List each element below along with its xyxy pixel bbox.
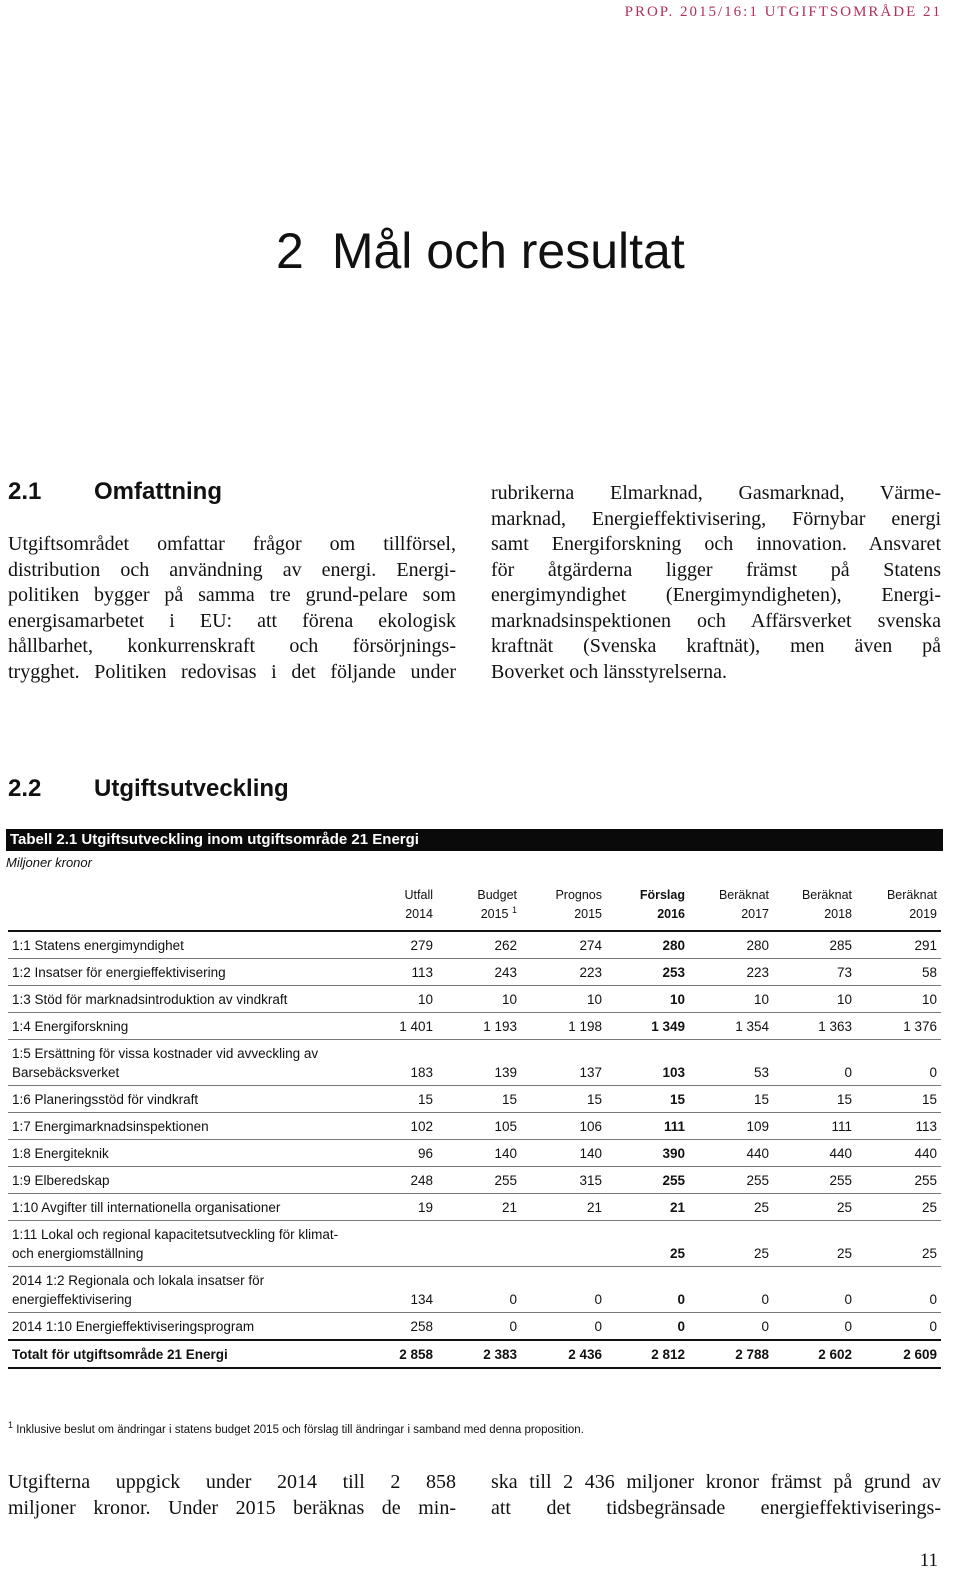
row-label: 1:4 Energiforskning <box>12 1019 129 1034</box>
table-row <box>8 959 941 986</box>
text-line: hållbarhet, konkurrenskraft och försörjnings- <box>8 635 456 657</box>
value-cell: 10 <box>669 992 685 1007</box>
value-cell: 109 <box>746 1119 769 1134</box>
value-cell: 25 <box>921 1246 937 1261</box>
text-line: energimyndighet (Energimyndigheten), Energi- <box>491 584 941 606</box>
value-cell: 253 <box>662 965 685 980</box>
value-cell <box>437 1221 521 1267</box>
text-line: kraftnät (Svenska kraftnät), men även på <box>491 635 941 657</box>
value-cell: 15 <box>417 1092 433 1107</box>
value-cell: 113 <box>411 965 433 980</box>
table-total-row <box>8 1340 941 1368</box>
value-cell: 53 <box>753 1065 769 1080</box>
column-header: Beräknat 2018 <box>801 888 852 921</box>
text-line: trygghet. Politiken redovisas i det följande under <box>8 660 456 683</box>
value-cell: 223 <box>746 965 769 980</box>
value-cell: 15 <box>669 1092 685 1107</box>
chapter-title <box>276 222 685 280</box>
table-row <box>8 1040 941 1086</box>
table-footnote <box>8 1420 584 1436</box>
value-cell: 280 <box>662 938 685 953</box>
table-row <box>8 931 941 959</box>
value-cell: 106 <box>579 1119 602 1134</box>
column-header: Förslag 2016 <box>639 888 685 921</box>
value-cell: 10 <box>586 992 602 1007</box>
table-row <box>8 1194 941 1221</box>
value-cell: 390 <box>662 1146 685 1161</box>
value-cell: 255 <box>829 1173 852 1188</box>
text-line: Utgifterna uppgick under 2014 till 2 858 <box>8 1471 456 1493</box>
column-header: Beräknat 2019 <box>886 888 937 921</box>
value-cell: 102 <box>410 1119 433 1134</box>
value-cell: 58 <box>921 965 937 980</box>
value-cell: 1 349 <box>651 1019 685 1034</box>
value-cell: 73 <box>836 965 852 980</box>
row-label: Totalt för utgiftsområde 21 Energi <box>12 1347 228 1362</box>
value-cell: 0 <box>761 1319 769 1334</box>
column-header: Utfall 2014 <box>404 888 433 921</box>
value-cell: 1 376 <box>903 1019 937 1034</box>
value-cell: 140 <box>579 1146 602 1161</box>
value-cell: 10 <box>417 992 433 1007</box>
footnote-text: Inklusive beslut om ändringar i statens budget 2015 och förslag till ändringar i samband med denna proposition. <box>16 1424 584 1436</box>
value-cell: 0 <box>844 1319 852 1334</box>
footnote-marker: 1 <box>511 904 517 915</box>
table-row <box>8 1086 941 1113</box>
value-cell: 0 <box>929 1319 937 1334</box>
running-head: PROP. 2015/16:1 UTGIFTSOMRÅDE 21 <box>624 4 942 20</box>
text-line: att det tidsbegränsade energieffektiviserings- <box>491 1496 941 1519</box>
value-cell: 1 198 <box>568 1019 602 1034</box>
value-cell: 0 <box>929 1292 937 1307</box>
column-header: Prognos 2015 <box>555 888 602 921</box>
value-cell: 255 <box>746 1173 769 1188</box>
value-cell: 111 <box>663 1119 685 1134</box>
row-label: 1:3 Stöd för marknadsintroduktion av vindkraft <box>12 992 288 1007</box>
table-row <box>8 1267 941 1313</box>
value-cell: 15 <box>501 1092 517 1107</box>
section-number: 2.1 <box>8 478 42 505</box>
value-cell: 113 <box>915 1119 937 1134</box>
text-line: för åtgärderna ligger främst på Statens <box>491 558 941 581</box>
value-cell: 440 <box>914 1146 937 1161</box>
value-cell: 0 <box>677 1319 685 1334</box>
body-paragraph-right <box>491 481 941 685</box>
value-cell: 0 <box>929 1065 937 1080</box>
bottom-paragraph-right <box>491 1470 941 1521</box>
text-line: marknad, Energieffektivisering, Förnybar energi <box>491 507 941 530</box>
row-label: 1:10 Avgifter till internationella organisationer <box>12 1200 281 1215</box>
section-number: 2.2 <box>8 775 42 802</box>
table-caption: Tabell 2.1 Utgiftsutveckling inom utgiftsområde 21 Energi <box>6 829 943 851</box>
row-label: 1:6 Planeringsstöd för vindkraft <box>12 1092 199 1107</box>
value-cell: 223 <box>579 965 602 980</box>
value-cell: 0 <box>509 1319 517 1334</box>
text-line: distribution och användning av energi. Energi- <box>8 558 456 581</box>
value-cell: 0 <box>761 1292 769 1307</box>
header-label-cell <box>8 886 354 931</box>
value-cell: 134 <box>410 1292 433 1307</box>
value-cell: 25 <box>921 1200 937 1215</box>
row-label: 1:8 Energiteknik <box>12 1146 109 1161</box>
value-cell: 103 <box>662 1065 685 1080</box>
text-line: miljoner kronor. Under 2015 beräknas de min- <box>8 1496 456 1519</box>
table-header-row <box>8 886 941 931</box>
section-title: Omfattning <box>94 478 222 505</box>
value-cell: 0 <box>844 1065 852 1080</box>
value-cell <box>354 1221 437 1267</box>
value-cell: 0 <box>594 1319 602 1334</box>
value-cell: 2 609 <box>903 1347 937 1362</box>
text-line: energisamarbetet i EU: att förena ekologisk <box>8 609 456 632</box>
footnote-marker: 1 <box>8 1420 14 1431</box>
table-unit: Miljoner kronor <box>6 855 92 870</box>
value-cell: 25 <box>669 1246 685 1261</box>
value-cell: 96 <box>417 1146 433 1161</box>
value-cell: 0 <box>677 1292 685 1307</box>
value-cell: 10 <box>836 992 852 1007</box>
value-cell: 1 401 <box>399 1019 433 1034</box>
value-cell: 105 <box>494 1119 517 1134</box>
row-label: 1:5 Ersättning för vissa kostnader vid avveckling av Barsebäcksverket <box>12 1046 319 1080</box>
text-line: samt Energiforskning och innovation. Ansvaret <box>491 533 941 555</box>
value-cell: 255 <box>662 1173 685 1188</box>
value-cell: 0 <box>844 1292 852 1307</box>
row-label: 1:7 Energimarknadsinspektionen <box>12 1119 209 1134</box>
value-cell: 255 <box>914 1173 937 1188</box>
value-cell: 137 <box>579 1065 602 1080</box>
value-cell: 140 <box>494 1146 517 1161</box>
column-header: Beräknat 2017 <box>718 888 769 921</box>
value-cell: 440 <box>746 1146 769 1161</box>
value-cell: 10 <box>501 992 517 1007</box>
value-cell: 243 <box>494 965 517 980</box>
value-cell: 19 <box>417 1200 433 1215</box>
value-cell: 280 <box>746 938 769 953</box>
value-cell: 139 <box>494 1065 517 1080</box>
table-row <box>8 1167 941 1194</box>
value-cell: 25 <box>836 1246 852 1261</box>
value-cell: 25 <box>836 1200 852 1215</box>
row-label: 2014 1:2 Regionala och lokala insatser för energieffektivisering <box>12 1273 265 1307</box>
row-label: 2014 1:10 Energieffektiviseringsprogram <box>12 1319 255 1334</box>
value-cell: 0 <box>509 1292 517 1307</box>
value-cell: 2 812 <box>651 1347 685 1362</box>
table-body <box>8 931 941 1368</box>
table-row <box>8 1221 941 1267</box>
value-cell: 315 <box>579 1173 602 1188</box>
value-cell: 21 <box>586 1200 602 1215</box>
section-heading-utgiftsutveckling <box>8 775 289 803</box>
text-line: ska till 2 436 miljoner kronor främst på grund av <box>491 1471 941 1493</box>
table-row <box>8 986 941 1013</box>
value-cell: 111 <box>831 1119 852 1134</box>
value-cell: 255 <box>494 1173 517 1188</box>
section-heading-omfattning <box>8 478 222 506</box>
value-cell: 262 <box>494 938 517 953</box>
text-line: rubrikerna Elmarknad, Gasmarknad, Värme- <box>491 482 941 504</box>
value-cell: 285 <box>829 938 852 953</box>
text-line: marknadsinspektionen och Affärsverket svenska <box>491 609 941 632</box>
value-cell: 15 <box>586 1092 602 1107</box>
value-cell: 25 <box>753 1246 769 1261</box>
value-cell: 15 <box>753 1092 769 1107</box>
value-cell: 10 <box>921 992 937 1007</box>
page-number: 11 <box>919 1550 938 1571</box>
chapter-title-text: Mål och resultat <box>331 223 685 279</box>
value-cell: 440 <box>829 1146 852 1161</box>
chapter-number: 2 <box>276 223 304 279</box>
value-cell: 2 436 <box>568 1347 602 1362</box>
bottom-paragraph-left <box>8 1470 456 1521</box>
value-cell: 10 <box>753 992 769 1007</box>
value-cell: 2 788 <box>735 1347 769 1362</box>
value-cell: 2 602 <box>818 1347 852 1362</box>
row-label: 1:11 Lokal och regional kapacitetsutveckling för klimat- och energiomställning <box>12 1227 339 1261</box>
table-row <box>8 1313 941 1341</box>
row-label: 1:2 Insatser för energieffektivisering <box>12 965 226 980</box>
value-cell: 21 <box>501 1200 517 1215</box>
value-cell: 248 <box>410 1173 433 1188</box>
text-line: politiken bygger på samma tre grund-pelare som <box>8 584 456 606</box>
value-cell: 291 <box>914 938 937 953</box>
text-line: Boverket och länsstyrelserna. <box>491 660 728 683</box>
value-cell: 1 193 <box>483 1019 517 1034</box>
value-cell: 274 <box>579 938 602 953</box>
text-line: Utgiftsområdet omfattar frågor om tillförsel, <box>8 533 456 555</box>
value-cell: 21 <box>669 1200 685 1215</box>
value-cell: 1 354 <box>735 1019 769 1034</box>
value-cell: 25 <box>753 1200 769 1215</box>
table-row <box>8 1013 941 1040</box>
body-paragraph-left <box>8 532 456 685</box>
row-label: 1:9 Elberedskap <box>12 1173 110 1188</box>
value-cell <box>521 1221 606 1267</box>
value-cell: 1 363 <box>818 1019 852 1034</box>
section-title: Utgiftsutveckling <box>94 775 289 802</box>
value-cell: 2 383 <box>483 1347 517 1362</box>
table-row <box>8 1113 941 1140</box>
expenditure-table <box>8 886 941 1369</box>
value-cell: 0 <box>594 1292 602 1307</box>
value-cell: 15 <box>921 1092 937 1107</box>
value-cell: 279 <box>410 938 433 953</box>
value-cell: 258 <box>410 1319 433 1334</box>
table-row <box>8 1140 941 1167</box>
column-header: Budget 2015 $^1$ <box>477 888 517 921</box>
value-cell: 183 <box>410 1065 433 1080</box>
value-cell: 15 <box>836 1092 852 1107</box>
row-label: 1:1 Statens energimyndighet <box>12 938 184 953</box>
value-cell: 2 858 <box>399 1347 433 1362</box>
